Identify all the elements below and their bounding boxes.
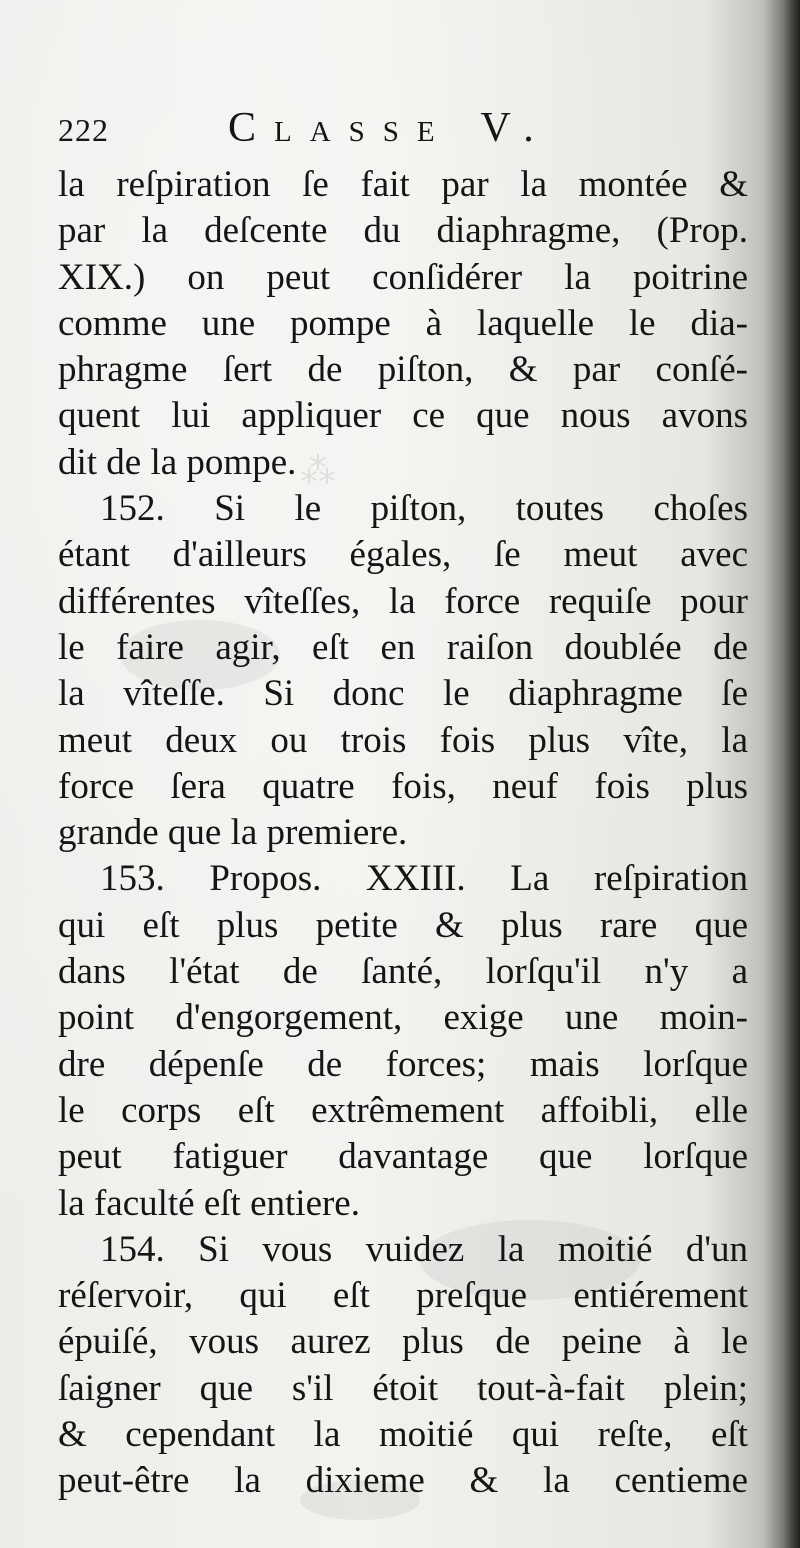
text-line: phragme ſert de piſton, & par conſé-: [58, 349, 748, 391]
text-line: XIX.) on peut conſidérer la poitrine: [58, 256, 748, 298]
text-line: la reſpiration ſe fait par la montée &: [58, 164, 748, 205]
text-line: la faculté eſt entiere.: [58, 1182, 360, 1224]
text-line: peut fatiguer davantage que lorſque: [58, 1136, 748, 1178]
text-line: peut-être la dixieme & la centieme: [58, 1460, 748, 1502]
paragraph-153-start: 153. Propos. XXIII. La reſpiration: [100, 858, 748, 900]
running-header: [58, 104, 578, 160]
text-line: la vîteſſe. Si donc le diaphragme ſe: [58, 673, 748, 715]
page-number: 222: [58, 112, 109, 148]
body-text: [58, 162, 748, 1505]
running-title: Classe V.: [228, 105, 552, 151]
paragraph-154-start: 154. Si vous vuidez la moitié d'un: [100, 1228, 748, 1270]
text-line: le faire agir, eſt en raiſon doublée de: [58, 626, 748, 668]
paragraph-152-start: 152. Si le piſton, toutes choſes: [100, 488, 748, 530]
text-line: dre dépenſe de forces; mais lorſque: [58, 1043, 748, 1085]
show-through-text: ⁂: [300, 451, 336, 491]
text-line: dans l'état de ſanté, lorſqu'il n'y a: [58, 951, 748, 993]
text-line: point d'engorgement, exige une moin-: [58, 997, 748, 1039]
text-line: par la deſcente du diaphragme, (Prop.: [58, 210, 748, 252]
text-line: ſaigner que s'il étoit tout-à-fait plein;: [58, 1367, 748, 1409]
text-line: dit de la pompe.: [58, 441, 297, 483]
text-line: qui eſt plus petite & plus rare que: [58, 904, 748, 946]
text-line: force ſera quatre fois, neuf fois plus: [58, 765, 748, 807]
text-line: comme une pompe à laquelle le dia-: [58, 302, 748, 344]
text-line: grande que la premiere.: [58, 812, 408, 854]
page-edge-shadow: [762, 0, 800, 1548]
text-line: étant d'ailleurs égales, ſe meut avec: [58, 534, 748, 576]
text-line: quent lui appliquer ce que nous avons: [58, 395, 748, 437]
text-line: réſervoir, qui eſt preſque entiérement: [58, 1275, 748, 1317]
text-line: différentes vîteſſes, la force requiſe pour: [58, 580, 748, 622]
text-line: épuiſé, vous aurez plus de peine à le: [58, 1321, 748, 1363]
text-line: le corps eſt extrêmement affoibli, elle: [58, 1089, 748, 1131]
text-line: meut deux ou trois fois plus vîte, la: [58, 719, 748, 761]
text-line: & cependant la moitié qui reſte, eſt: [58, 1414, 748, 1456]
